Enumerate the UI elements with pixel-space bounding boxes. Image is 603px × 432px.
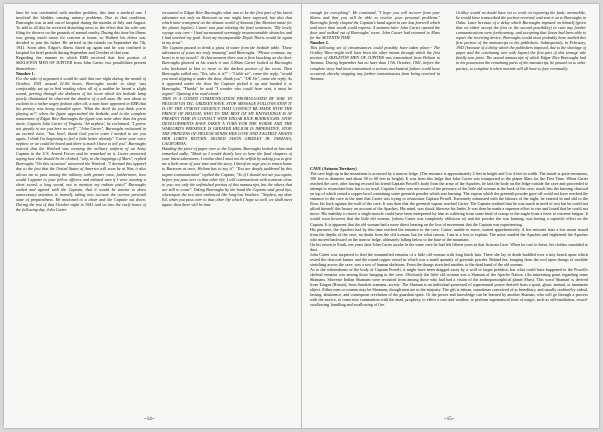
paragraph: This following set of circumstances could possibly have taken place:- The Gridley Wave might well have been the other means through which the first portion of SKELETON MEN OF JUPITER was transmitted from Helium to Tarzana. During September but no later than 17th. October, 1941, before the complete story had been transmitted a serious mechanical failure could have occurred, thereby stopping any further transmissions from being received in Tarzana. <box>310 45 440 81</box>
page-number-right: ~15~ <box>444 417 455 422</box>
paragraph: later he was confronted with another problem, this time a medical one. I involved the bladder, causing urinary problems. Due to that condition, Burroughs was in and out of hospital during the months of July and August. To add to all this he received disturbing news to the effect that his wife was filing for divorce on the grounds of mental cruelty. During this time his illness was giving much cause for concern at home, so Hulbert his eldest son, decided to join his father. He arrived in the islands on September the 7th, 1941. Soon after, Edgar's illness flared up again and he was confined to hospital for brief periods during September and October of that year. <box>16 10 146 56</box>
paragraph: His pursuers, the Apaches had by this time reached the entrance to the cave. Carter, unable to move, waited apprehensively. A few minutes later a low moan issued from the depths of the cave, no doubt from the old woman, but for what reason, I am at a loss to explain. The noise startled the Apaches and frightened the Apaches who moved backward on the narrow ledge, ultimately falling below to the base of the mountain. <box>310 226 588 242</box>
paragraph: The cave high up in the mountains is accessed by a narrow ledge. (The entrance is approximately 4 feet in height and 3 to 4 feet in width. The inside is quite enormous, 100 feet in diameter and about 50 to 60 feet in height). It was from this ledge that John Carter was transported to the planet Mars for the First Time. When Carter reached the cave, after having rescued his friend Captain Powell's body from the army of the Apaches, he laid the body on the ledge outside the cave and proceeded to attempt to resuscitate him, but to no avail. Captain Carter was not aware of the presence of the little old woman at the back of the cave, much less the burning charcoal on top of which rested a copper bowl containing some greenish powder which was burning. The vapour which the greenish powder gave off could not have reached the entrance to the cave at the time that Carter was trying to resuscitate Captain Powell. Extremely exhausted with the labours of the night, he entered in and slid to the floor, his back against the wall of the cave. It was then that the greenish vapour reached Carter. The Captain realised that he was much in need of rest but he could not afford himself this luxury on account of the Apaches. His mind, was shock likewise his limbs. It was then he made a supreme effort to rise and found that he could not move. His inability to move a single muscle could have been interpreted by him as suffering from some kind of cramp or the aught from a fever to extreme fatigue. It would soon however that the little old woman, (whom Carter was completely oblivious to) and the powder she was burning, was having a soporific effect on the Captain. It is apparent that the old woman had a more direct bearing on the loss of movement that the Captain was experiencing. <box>310 171 588 227</box>
paragraph: On his return to Earth, ten years later John Carter awoke in the same cave he had left fifteen years in that Arizona Cave. When he rose to leave, his clothes crumbled to dust. <box>310 241 588 252</box>
section-title: CAVE (Arizona Territory) <box>310 166 357 171</box>
right-column-2 <box>456 10 586 160</box>
left-column-2 <box>162 10 292 414</box>
right-page <box>310 10 588 414</box>
page-gutter <box>301 4 302 428</box>
book-spread <box>4 4 599 428</box>
paragraph: enough for everything". He continued, "I hope you will recover from your illness and that you will be able to receive your personal problems." Burroughs firmly clasped the Captain's hand again in one last farewell which said more than words could express. A moment later John Carter opened the door and walked out of Burroughs' room. John Carter had returned to Mars for the SEVENTH TIME. <box>310 10 440 41</box>
subheading-number-2: Number 2. <box>310 40 329 46</box>
paragraph: Handing the piece of paper over to the Captain, Burroughs looked at him and remarked sadly, "Much as I would dearly love to hear the final chapters of your latest adventures, I realise that I must not be selfish by asking you to give me a little more of your time and the story, I therefore urge you to return home to Barsoom at once, Helium has to say it". "You are deeply saddened by this urgent communication" replied the Captain, "So if I should not see you again, before you pass over to that other life, I will communicate with someone close to you; not only the unfinished portion of this manuscript, but the others that are still to come". Taking Burroughs by the hand the Captain said good bye, whereupon the two men embraced like long-lost brothers. "Nephew, my dear Ed, when you pass over to that other life which I hope so well, we shall meet again; then there will be time <box>162 146 292 207</box>
left-column-1 <box>16 10 146 414</box>
left-page <box>16 10 292 414</box>
paragraph: recounted to Edgar Rice Burroughs what was to be the first part of his latest adventure not only on Barsoom as one might have expected, but also that which later transpired on the distant world of Sasoom (the Martian name for the planet Jupiter). Carter was past relating the final sentences, "My lovely voyage was over - I had surmounted seemingly insurmountable obstacles and I had reached my goal. Soon my incomparable Dejah Thoris would be again in my arms". <box>162 10 292 46</box>
paragraph: Regarding the manner in which ERB received that first portion of SKELETON MEN OF JUPITER from John Carter, two possibilities present themselves:- <box>16 55 146 71</box>
right-column-1 <box>310 10 440 160</box>
cable-message: THIS IS A CODED COMMUNICATION PROMULGATED BY WAR. IN HELIUM VIA TEL. GRIDLEY WAVE. STOP. MESSAGE FOLLOWS STOP. IT IS OF THE UTMOST URGENCY THAT CONTACT BE MADE WITH THE PRINCE OF HELIUM, WHO TO THE BEST OF MY KNOWLEDGE IS AT PRESENT TIME IN CONTACT WITH EDGAR RICE BURROUGHS. STOP. DEVELOPMENTS HAVE TAKEN A TURN FOR THE WORSE AND THE WARLORD'S PRESENCE IS GREATER HELIUM IS IMPERATIVE. STOP. THE PRINCESS OF HELIUM SENDS HER LOVE AND EAGERLY AWAITS HER LORD'S RETURN. SIGNED JASON GRIDLEY JR. TARZANA, CALIFORNIA. <box>162 95 292 147</box>
paragraph: John Carter was surprised to find the mummified remains of a little old woman with long black hair. There she lay in death huddled over a tiny bench upon which rested the charcoal burner and the round copper vessel in which was a small quantity of greenish powder. Behind her, hanging from the roof upon thongs of rawhide stretching across the cave, was a row of human skeletons. From the thongs stretched another, to the dead hand of the old woman. <box>310 251 588 267</box>
subheading-number-1: Number 1. <box>16 70 35 76</box>
page-number-left: ~14~ <box>144 417 155 422</box>
paragraph: Gridley would no doubt have set to work on repairing the fault; meanwhile, he would have transcribed the portion received, and sent it on to Burroughs in Oahu. Later because of a delay which Burroughs imposed on himself (given that we either accept the first or the second possibility) in case any further communications were forthcoming, and accepting that Jason had been able to repair the receiving device, Burroughs would most probably have mailed this first portion of the manuscript to his publishers. Subsequently, in February, 1943 (because of a delay which the publishers imposed, due to the shortage of paper and the continuing war with Japan) the first part of this strange tale finally saw print. The actual manuscript of which Edgar Rice Burroughs had in his possession the remaining parts of the manuscript, he passed on to other parties, to complete it when mortals will all have to face eventually. <box>456 10 586 71</box>
paragraph: For the sake of argument it could be said that one night during the month of October, 1941 around 21.00 hours, Burroughs awoke in sleep 'was comfortably sat up in bed reading when all of a sudden he heard a slight sound, peering through the darkness of his room which his bedside lamp poorly illuminated he observed the shadow of a tall man. He was about to exclaim in a rather angry fashion after all, a man have appeared in ERB that his privacy was being intruded upon. 'What the devil do you think you're playing at?', when the figure approached the bedside, and in the complete amazement of Edgar Rice Burroughs the figure was none other than his great uncle, Captain John Carter of Virginia. 'Ah nephew', he exclaimed, "I grieve not greatly to see you here as well", "John Carter", Burroughs exclaimed in an excited voice, "but, how!, thank God you've come I needed to see you again, I think I'm beginning to feel a little better already." 'Carter your voice nephew or we could be heard and there is much I have to tell you". Burroughs noticed that the Warlord was wearing the military uniform of an Army Captain in the U.S. Armed Forces and he remarked on it. Carter answered saying how else should he be clothed, "why, in the trappings of Mars", replied Burroughs "On this occasion" answered the Warlord. "I deemed this apparel due to the fact that the United States of America will soon be at War, it also allows me to pass among the military with greater ease, furthermore, how would I appear to your fellow officers and enlisted men if I were wearing a short sword, a long sword, not to mention my radium pistol" Burroughs smiled and agreed with the Captain, that it would be unwise to draw unnecessary attention to himself, taking into account the current personal state of preparedness. He motioned to a chair and the Captain sat down. During the rest of that October night in 1941 and on into the early hours of the following day, John Carter <box>16 75 146 212</box>
paragraph: The Captain paused to drink a glass of water from the bedside table. 'These adventures of yours are truly amazing" said Burroughs. "Please continue, my heart is in my mouth". At that moment there was a firm knocking on the door. Burroughs glanced at his watch it was 3.00am Carter looked at Burroughs who beckoned to him to move to the darkest portion of the room. Then Burroughs called out, "Yes, who is it?" - "Cable sir", came the reply, "would you mind slipping it under the door, thank you". "OK Sir", came the reply. As it appeared under the door the Captain picked it up and handed it to Burroughs, "Thanks" he said "I wonder who could have sent, it must be urgent". Opening it he read aloud:- <box>162 45 292 96</box>
cave-section <box>310 166 588 412</box>
paragraph: As to the whereabouts of the body of Captain Powell, it might have been dragged away by a wolf or larger predator, but what could have happened to the Powell's skeletal remains was among those hanging in the cave. Obviously the little old woman was a Shaman of the Apache Nation. (An interesting point regarding some Shamans. Shoveste Indian Shamans were recruited from among those who had had a vision of the anthropomorphical planet Mars). This word 'Shaman' is derived from Tungus (Russia), from Sanskrit sramana, ascetic. The Shaman is an individual possessed of supernatural power derived from a spirit, ghost, animal, or inanimate object. Either men or women may be Shamans, though men are in the majority. The gift is inborn, sometimes conceived of as hereditary, and usually realised by ordeal, fasting, abstinence, and consequent revelation of the guardian spirit. Or the power and knowledge can be learned by another Shaman, who will go through a process with the novice, to come into communion with the dead, prophesy, to effect a cure and weather, to perform supernatural feats of magic, such as self-mutilation, sword-swallowing, handling and swallowing of fire. <box>310 266 588 308</box>
